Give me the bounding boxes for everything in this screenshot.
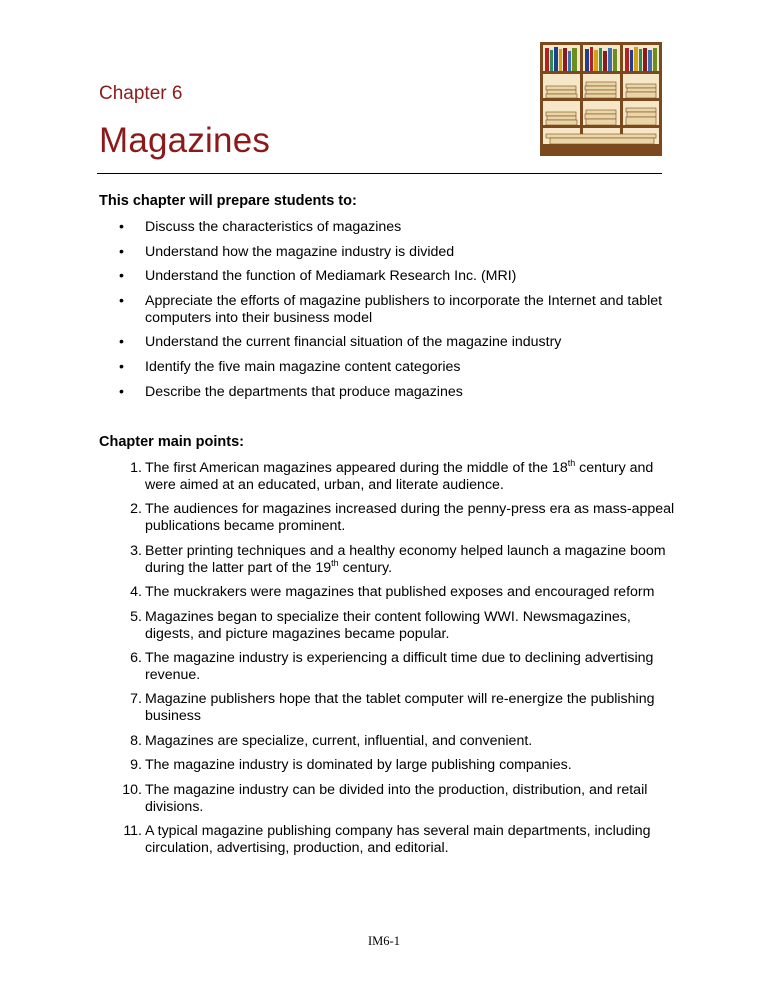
list-item: 6. The magazine industry is experiencing a difficult time due to declining advertising revenue. — [117, 650, 677, 684]
list-number: 6. — [130, 649, 142, 666]
list-number: 2. — [130, 501, 142, 518]
list-item: • Understand the current financial situation of the magazine industry — [119, 334, 562, 351]
list-number: 1. — [130, 460, 142, 476]
chapter-title: Magazines — [99, 121, 271, 160]
bullet-icon: • — [119, 334, 124, 351]
list-item: 4. The muckrakers were magazines that published exposes and encouraged reform — [117, 584, 677, 601]
chapter-label: Chapter 6 — [99, 83, 183, 104]
list-item: • Understand the function of Mediamark Research Inc. (MRI) — [119, 268, 517, 285]
bullet-icon: • — [119, 358, 124, 375]
list-item: • Appreciate the efforts of magazine publishers to incorporate the Internet and tablet computers into their business model — [119, 292, 663, 326]
list-item: 5. Magazines began to specialize their content following WWI. Newsmagazines, digests, and picture magazines became popular. — [117, 609, 677, 643]
list-number: 8. — [130, 732, 142, 749]
list-item: 10. The magazine industry can be divided into the production, distribution, and retail divisions. — [117, 782, 677, 816]
title-rule — [97, 173, 662, 174]
list-item: 7. Magazine publishers hope that the tablet computer will re-energize the publishing business — [117, 691, 677, 725]
main-points-list — [117, 460, 677, 864]
list-number: 11. — [123, 822, 142, 839]
list-item: 2. The audiences for magazines increased during the penny-press era as mass-appeal publications became prominent. — [117, 501, 677, 535]
list-item: 9. The magazine industry is dominated by large publishing companies. — [117, 757, 677, 774]
list-item: 8. Magazines are specialize, current, influential, and convenient. — [117, 733, 677, 750]
list-item: • Describe the departments that produce magazines — [119, 383, 463, 400]
bullet-icon: • — [119, 268, 124, 285]
list-item: • Understand how the magazine industry is divided — [119, 243, 455, 260]
list-number: 4. — [130, 584, 142, 601]
page-number: IM6-1 — [368, 934, 400, 948]
objectives-heading: This chapter will prepare students to: — [99, 193, 357, 209]
list-number: 10. — [122, 781, 142, 798]
objectives-list — [117, 219, 677, 408]
list-item: 11. A typical magazine publishing company has several main departments, including circulation, advertising, production, and editorial. — [117, 823, 677, 857]
bullet-icon: • — [119, 243, 124, 260]
list-number: 7. — [130, 691, 142, 708]
list-item: 1. The first American magazines appeared during the middle of the 18th century and were aimed at an educated, urban, and literate audience. — [117, 460, 677, 494]
list-item: • Discuss the characteristics of magazines — [119, 219, 402, 235]
bullet-icon: • — [119, 383, 124, 400]
bookshelf-icon — [540, 42, 662, 156]
main-points-heading: Chapter main points: — [99, 434, 245, 450]
bullet-icon: • — [119, 219, 124, 235]
list-item: 3. Better printing techniques and a healthy economy helped launch a magazine boom during the latter part of the 19th century. — [117, 543, 677, 577]
list-number: 5. — [130, 608, 142, 625]
bullet-icon: • — [119, 292, 124, 309]
list-number: 9. — [130, 757, 142, 774]
list-item: • Identify the five main magazine content categories — [119, 358, 461, 375]
list-number: 3. — [130, 542, 142, 559]
